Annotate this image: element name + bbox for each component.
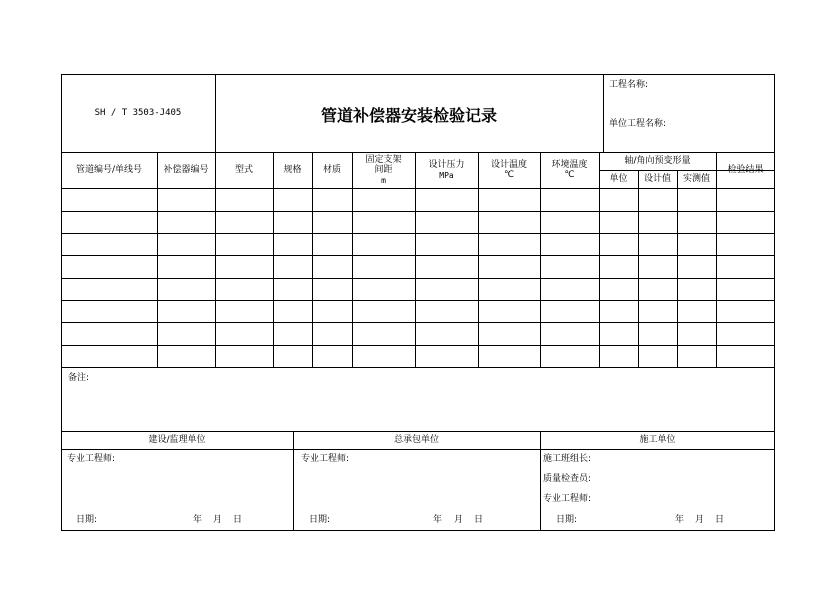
header-sub-measured: 实测值 <box>682 174 710 184</box>
owner-engineer-label: 专业工程师: <box>67 454 116 464</box>
signoff-header-general-contractor: 总承包单位 <box>393 435 439 445</box>
row-line-1 <box>61 188 775 189</box>
owner-year-label: 年 <box>193 515 203 525</box>
construction-engineer-label: 专业工程师: <box>543 494 592 504</box>
header-ambient-temp-unit: ℃ <box>564 170 575 180</box>
row-line-6 <box>61 300 775 301</box>
owner-month-label: 月 <box>213 515 223 525</box>
gc-engineer-label: 专业工程师: <box>301 454 350 464</box>
header-fixed-support-2: 间距 <box>374 165 393 175</box>
header-ambient-temp: 环境温度 <box>551 160 588 170</box>
header-bottom-line <box>61 152 775 153</box>
header-sub-unit: 单位 <box>609 174 628 184</box>
col-line-6 <box>415 152 416 367</box>
col-line-2 <box>215 152 216 367</box>
construction-month-label: 月 <box>695 515 705 525</box>
header-result: 检验结果 <box>727 165 764 175</box>
signoff-header-owner: 建设/监理单位 <box>148 435 206 445</box>
signoff-header-line <box>61 449 775 450</box>
remarks-top-line <box>61 367 775 368</box>
form-code: SH / T 3503-J405 <box>94 108 182 118</box>
col-line-4 <box>312 152 313 367</box>
header-fixed-support-1: 固定支架 <box>365 155 402 165</box>
header-design-temp-unit: ℃ <box>503 170 515 180</box>
header-fixed-support-unit: m <box>381 176 386 185</box>
owner-date-label: 日期: <box>76 515 98 525</box>
col-line-3 <box>273 152 274 367</box>
col-line-7 <box>478 152 479 367</box>
row-line-8 <box>61 345 775 346</box>
header-comp-no: 补偿器编号 <box>163 165 209 175</box>
gc-date-label: 日期: <box>309 515 331 525</box>
header-predeform: 轴/角向预变形量 <box>624 156 691 166</box>
header-design-temp: 设计温度 <box>490 160 527 170</box>
signoff-top-line <box>61 431 775 432</box>
construction-year-label: 年 <box>675 515 685 525</box>
row-line-5 <box>61 278 775 279</box>
col-line-11 <box>677 170 678 367</box>
signoff-col-line-1 <box>293 431 294 531</box>
header-type: 型式 <box>234 165 253 175</box>
row-line-4 <box>61 255 775 256</box>
col-line-1 <box>157 152 158 367</box>
header-design-pressure-unit: MPa <box>439 171 454 180</box>
inspector-label: 质量检查员: <box>543 474 592 484</box>
row-line-2 <box>61 211 775 212</box>
gc-day-label: 日 <box>474 515 484 525</box>
col-line-10 <box>638 170 639 367</box>
remarks-label: 备注: <box>68 373 90 383</box>
header-pipe-no: 管道编号/单线号 <box>75 165 143 175</box>
title-right-line <box>603 74 604 152</box>
col-line-8 <box>540 152 541 367</box>
gc-year-label: 年 <box>433 515 443 525</box>
project-name-label: 工程名称: <box>609 80 649 90</box>
construction-day-label: 日 <box>715 515 725 525</box>
header-sub-design: 设计值 <box>643 174 671 184</box>
signoff-col-line-2 <box>540 431 541 531</box>
owner-day-label: 日 <box>233 515 243 525</box>
header-spec: 规格 <box>283 165 302 175</box>
team-leader-label: 施工班组长: <box>543 454 592 464</box>
page-title: 管道补偿器安装检验记录 <box>320 106 497 125</box>
col-line-12 <box>716 152 717 367</box>
gc-month-label: 月 <box>454 515 464 525</box>
row-line-7 <box>61 322 775 323</box>
signoff-header-construction: 施工单位 <box>639 435 676 445</box>
construction-date-label: 日期: <box>556 515 578 525</box>
header-material: 材质 <box>322 165 341 175</box>
form-frame <box>61 74 775 531</box>
header-design-pressure: 设计压力 <box>428 160 465 170</box>
unit-project-name-label: 单位工程名称: <box>609 119 667 129</box>
row-line-3 <box>61 233 775 234</box>
